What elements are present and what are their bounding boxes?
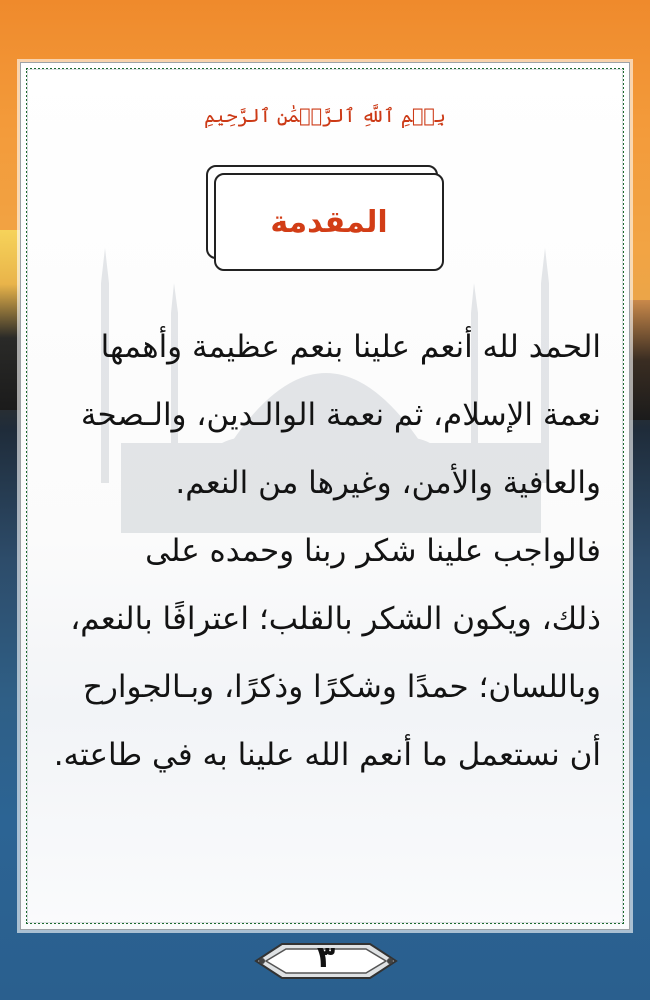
paragraph-line: والعافية والأمن، وغيرها من النعم. (175, 465, 601, 501)
paragraph-line: فالواجب علينا شكر ربنا وحمده على (145, 533, 601, 569)
paragraph-line: أن نستعمل ما أنعم الله علينا به في طاعته. (53, 737, 601, 773)
body-text (45, 313, 601, 789)
page-number: ٣ (316, 940, 336, 975)
title-frame (214, 173, 444, 271)
page-title: المقدمة (270, 204, 388, 240)
paragraph-line: نعمة الإسلام، ثم نعمة الوالـدين، والـصحة (80, 397, 601, 433)
paragraph-line: وباللسان؛ حمدًا وشكرًا وذكرًا، وبـالجوارح (82, 669, 601, 705)
background-silhouette-left (0, 230, 22, 410)
page-number-ornament (252, 934, 400, 988)
paragraph-line: ذلك، ويكون الشكر بالقلب؛ اعترافًا بالنعم، (70, 601, 601, 637)
basmala: بِسۡمِ ٱللَّهِ ٱلرَّحۡمَٰنِ ٱلرَّحِيمِ (204, 105, 446, 127)
content-panel (20, 62, 630, 930)
paragraph-line: الحمد لله أنعم علينا بنعم عظيمة وأهمها (100, 329, 601, 365)
